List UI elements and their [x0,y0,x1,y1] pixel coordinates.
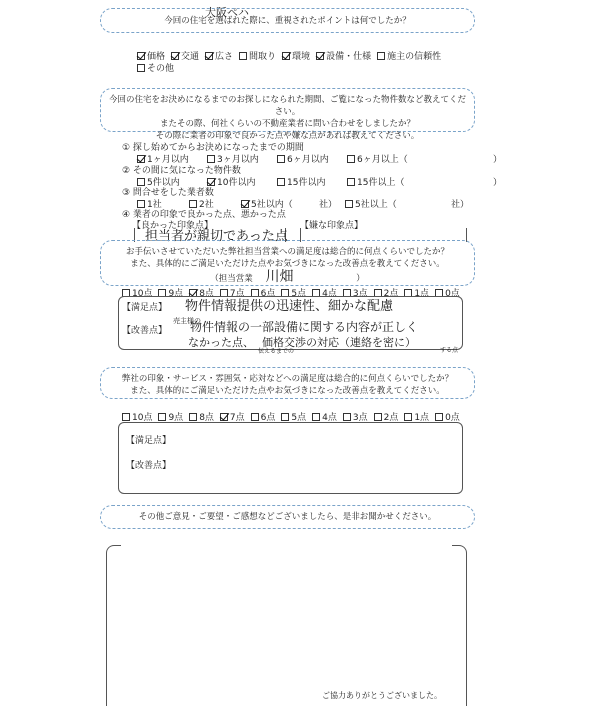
staff-name: 川畑 [265,269,294,285]
question-5: その他ご意見・ご要望・ご感想などございましたら、是非お聞かせください。 [100,505,475,529]
question-4: 弊社の印象・サービス・雰囲気・応対などへの満足度は総合的に何点くらいでしたか？ また、具体的にご満足いただけた点やお気づきになった改善点を教えてください。 [100,367,475,399]
q1-option[interactable]: その他 [137,61,174,74]
question-1-text: 今回の住宅を選ばれた際に、重視されたポイントは何でしたか？ [164,16,411,26]
box1-good-text: 物件情報提供の迅速性、細かな配慮 [185,299,394,314]
box1-bad-text2: なかった点、 [188,336,254,349]
q1-options-row2 [137,61,180,74]
box1-bad-text3: 価格交渉の対応（連絡を密に） [262,336,416,349]
q1-option[interactable]: 広さ [205,49,233,62]
q1-options-row1 [137,49,447,62]
box2-bad-label: 【改善点】 [126,461,172,471]
q1-option[interactable]: 間取り [239,49,276,62]
sub2-title: ② その間に気になった物件数 [122,166,241,176]
score1-options: 10点 9点 8点 7点 6点 5点 4点 3点 2点 1点 0点 [122,286,466,299]
score2-options: 10点 9点 8点 7点 6点 5点 4点 3点 2点 1点 0点 [122,410,466,423]
box1-good-label: 【満足点】 [122,303,168,313]
question-2: 今回の住宅をお決めになるまでのお探しになられた期間、ご覧になった物件数など教えてください。 またその際、何社くらいの不動産業者に問い合わせをしましたか？ その際に業者の印象で良かった点や嫌な点があれば教えてください。 [100,88,475,132]
free-comment-right-bracket [452,545,467,706]
sub3-options: 1社 2社 5社以内（ 社） 5社以上（ 社） [137,197,469,210]
free-comment-left-bracket [106,545,121,706]
q1-option[interactable]: 交通 [171,49,199,62]
sub1-options: 1ヶ月以内 3ヶ月以内 6ヶ月以内 6ヶ月以上（ ） [137,152,502,165]
q1-option[interactable]: 環境 [282,49,310,62]
sub1-title: ① 探し始めてからお決めになったまでの期間 [122,143,304,153]
q1-option[interactable]: 施主の信頼性 [377,49,441,62]
header-note: 大阪ペハ [205,6,249,19]
sub4-bad-label: 【嫌な印象点】 [300,221,364,231]
q1-option[interactable]: 設備・仕様 [316,49,371,62]
sub4-good-label: 【良かった印象点】 [132,221,214,231]
question-3: お手伝いさせていただいた弊社担当営業への満足度は総合的に何点くらいでしたか？ また、具体的にご満足いただけた点やお気づきになった改善点を教えてください。 （担当営業 川畑 ） [100,240,475,286]
q1-option[interactable]: 価格 [137,49,165,62]
box1-bad-text1: 物件情報の一部設備に関する内容が正しく [190,320,419,334]
sub4-good-text: 担当者が親切であった点 [145,229,288,244]
footer-text: ご協力ありがとうございました。 [322,691,442,700]
box1-bad-small: 伝えるまでの [258,348,295,355]
question-1 [100,8,475,33]
sub4-title: ④ 業者の印象で良かった点、悪かった点 [122,210,286,220]
box1-bad-small2: する点 [440,347,459,354]
box1-bad-prefix: 売主様の [173,317,201,325]
box1-bad-label: 【改善点】 [122,326,168,336]
sub3-title: ③ 問合せをした業者数 [122,188,214,198]
sub2-options: 5件以内 10件以内 15件以内 15件以上（ ） [137,175,502,188]
box2-good-label: 【満足点】 [126,436,172,446]
